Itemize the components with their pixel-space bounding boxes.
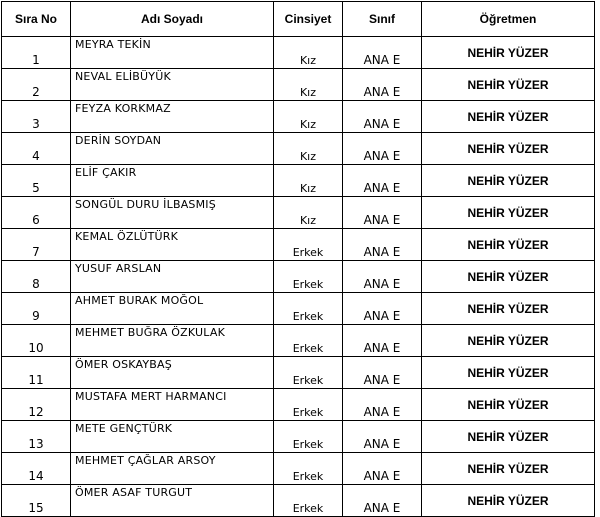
cell-gender: Kız — [274, 37, 343, 69]
table-body — [2, 37, 595, 517]
cell-class: ANA E — [343, 453, 422, 485]
cell-gender: Kız — [274, 101, 343, 133]
table-row — [2, 453, 595, 485]
cell-no: 4 — [2, 133, 71, 165]
table-row — [2, 37, 595, 69]
cell-teacher: NEHİR YÜZER — [422, 389, 595, 421]
cell-no: 1 — [2, 37, 71, 69]
table-row — [2, 165, 595, 197]
header-teacher: Öğretmen — [422, 2, 595, 37]
cell-no: 3 — [2, 101, 71, 133]
cell-name: MUSTAFA MERT HARMANCI — [71, 389, 274, 421]
cell-gender: Erkek — [274, 485, 343, 517]
cell-teacher: NEHİR YÜZER — [422, 229, 595, 261]
cell-teacher: NEHİR YÜZER — [422, 101, 595, 133]
table-row — [2, 133, 595, 165]
cell-name: MEHMET ÇAĞLAR ARSOY — [71, 453, 274, 485]
cell-no: 13 — [2, 421, 71, 453]
cell-gender: Erkek — [274, 229, 343, 261]
cell-teacher: NEHİR YÜZER — [422, 37, 595, 69]
table-row — [2, 325, 595, 357]
cell-no: 2 — [2, 69, 71, 101]
cell-class: ANA E — [343, 261, 422, 293]
cell-name: METE GENÇTÜRK — [71, 421, 274, 453]
cell-name: YUSUF ARSLAN — [71, 261, 274, 293]
cell-gender: Erkek — [274, 325, 343, 357]
cell-name: AHMET BURAK MOĞOL — [71, 293, 274, 325]
cell-gender: Kız — [274, 197, 343, 229]
cell-teacher: NEHİR YÜZER — [422, 453, 595, 485]
cell-no: 12 — [2, 389, 71, 421]
cell-gender: Erkek — [274, 261, 343, 293]
cell-teacher: NEHİR YÜZER — [422, 197, 595, 229]
cell-no: 11 — [2, 357, 71, 389]
table-row — [2, 293, 595, 325]
cell-class: ANA E — [343, 133, 422, 165]
table-row — [2, 261, 595, 293]
cell-name: ÖMER ASAF TURGUT — [71, 485, 274, 517]
cell-teacher: NEHİR YÜZER — [422, 261, 595, 293]
cell-teacher: NEHİR YÜZER — [422, 293, 595, 325]
header-row — [2, 2, 595, 37]
cell-no: 7 — [2, 229, 71, 261]
cell-class: ANA E — [343, 37, 422, 69]
cell-name: KEMAL ÖZLÜTÜRK — [71, 229, 274, 261]
table-row — [2, 229, 595, 261]
cell-class: ANA E — [343, 197, 422, 229]
table-row — [2, 69, 595, 101]
cell-gender: Kız — [274, 133, 343, 165]
cell-gender: Kız — [274, 69, 343, 101]
table-row — [2, 421, 595, 453]
cell-teacher: NEHİR YÜZER — [422, 357, 595, 389]
cell-class: ANA E — [343, 389, 422, 421]
cell-name: NEVAL ELİBÜYÜK — [71, 69, 274, 101]
cell-class: ANA E — [343, 421, 422, 453]
table-row — [2, 101, 595, 133]
cell-class: ANA E — [343, 293, 422, 325]
cell-no: 15 — [2, 485, 71, 517]
cell-gender: Kız — [274, 165, 343, 197]
cell-class: ANA E — [343, 101, 422, 133]
cell-class: ANA E — [343, 229, 422, 261]
cell-teacher: NEHİR YÜZER — [422, 485, 595, 517]
table-row — [2, 357, 595, 389]
cell-gender: Erkek — [274, 453, 343, 485]
student-table — [1, 1, 595, 517]
cell-name: MEYRA TEKİN — [71, 37, 274, 69]
cell-teacher: NEHİR YÜZER — [422, 421, 595, 453]
header-gender: Cinsiyet — [274, 2, 343, 37]
cell-teacher: NEHİR YÜZER — [422, 133, 595, 165]
cell-name: DERİN SOYDAN — [71, 133, 274, 165]
cell-no: 10 — [2, 325, 71, 357]
cell-no: 9 — [2, 293, 71, 325]
cell-no: 5 — [2, 165, 71, 197]
cell-name: ELİF ÇAKIR — [71, 165, 274, 197]
cell-class: ANA E — [343, 325, 422, 357]
cell-teacher: NEHİR YÜZER — [422, 165, 595, 197]
cell-class: ANA E — [343, 165, 422, 197]
cell-no: 6 — [2, 197, 71, 229]
cell-name: SONGÜL DURU İLBASMIŞ — [71, 197, 274, 229]
cell-gender: Erkek — [274, 389, 343, 421]
cell-gender: Erkek — [274, 421, 343, 453]
cell-no: 14 — [2, 453, 71, 485]
table-row — [2, 389, 595, 421]
cell-no: 8 — [2, 261, 71, 293]
header-class: Sınıf — [343, 2, 422, 37]
cell-class: ANA E — [343, 69, 422, 101]
cell-class: ANA E — [343, 357, 422, 389]
table-row — [2, 197, 595, 229]
cell-class: ANA E — [343, 485, 422, 517]
cell-teacher: NEHİR YÜZER — [422, 69, 595, 101]
cell-teacher: NEHİR YÜZER — [422, 325, 595, 357]
cell-gender: Erkek — [274, 293, 343, 325]
cell-name: ÖMER OSKAYBAŞ — [71, 357, 274, 389]
cell-gender: Erkek — [274, 357, 343, 389]
header-name: Adı Soyadı — [71, 2, 274, 37]
cell-name: MEHMET BUĞRA ÖZKULAK — [71, 325, 274, 357]
table-row — [2, 485, 595, 517]
cell-name: FEYZA KORKMAZ — [71, 101, 274, 133]
header-no: Sıra No — [2, 2, 71, 37]
